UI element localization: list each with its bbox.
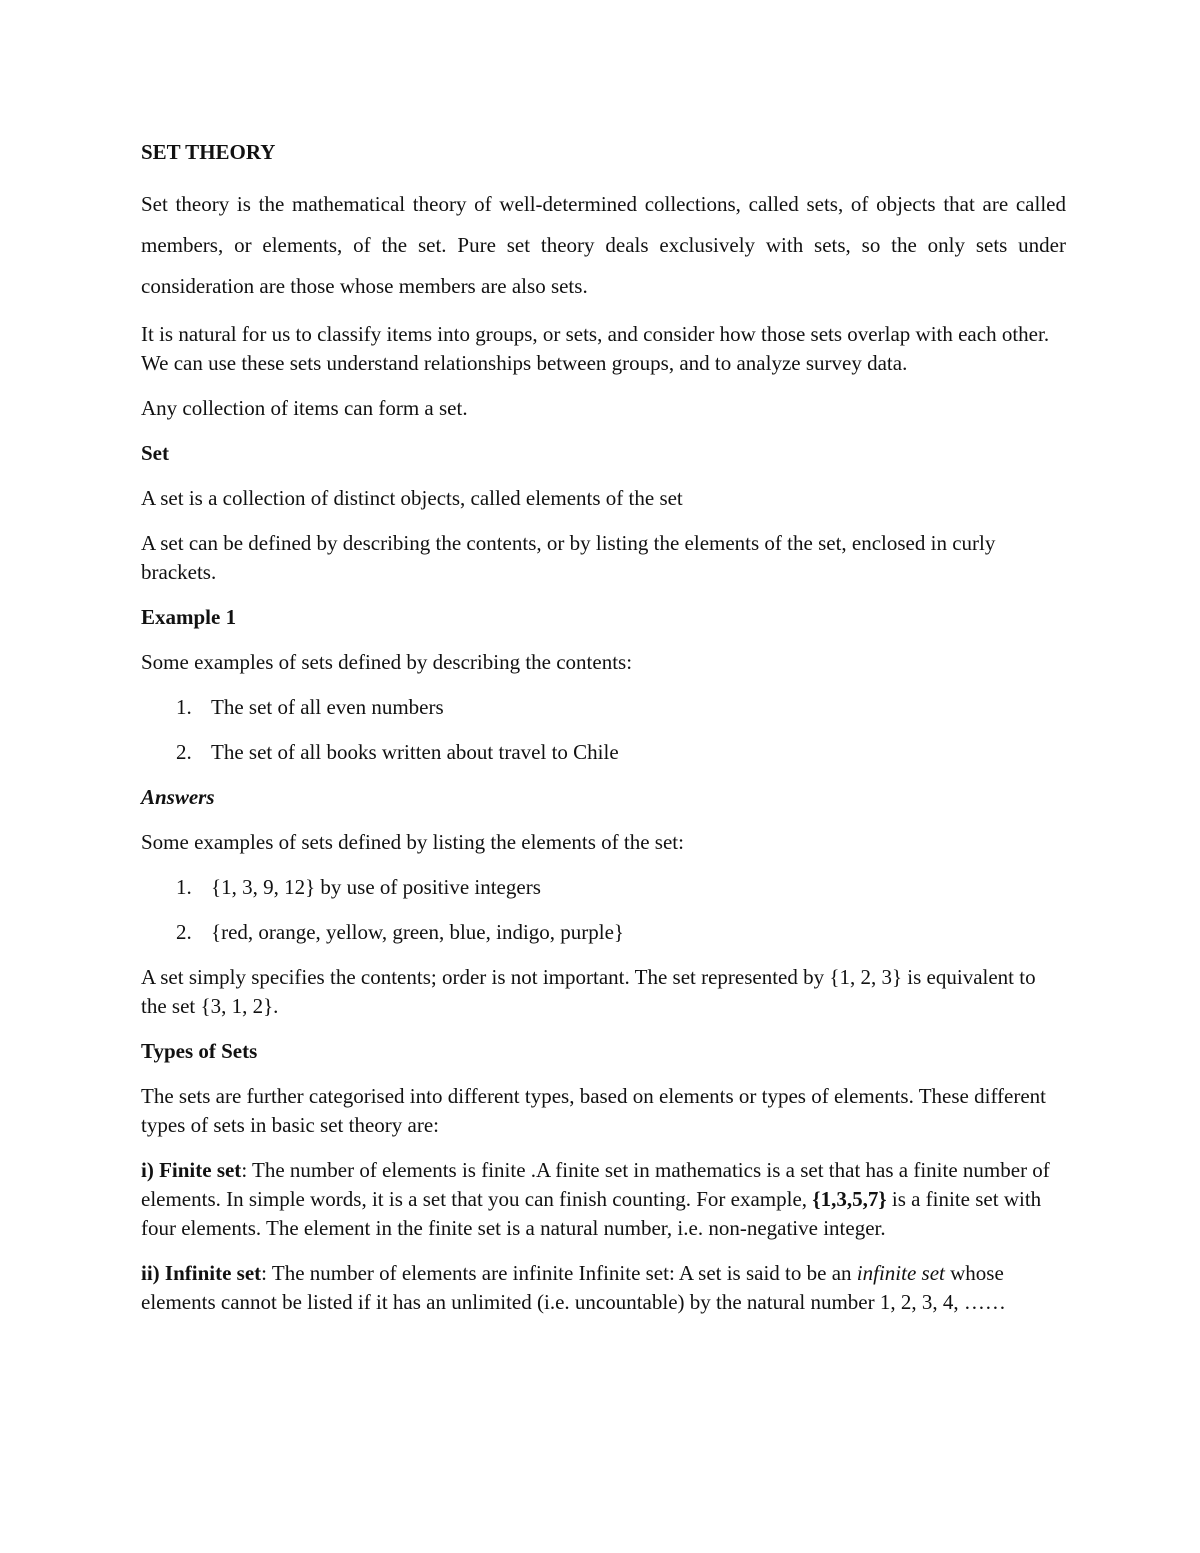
answers-heading: Answers: [141, 785, 215, 809]
list-text: The set of all even numbers: [211, 695, 444, 719]
intro-paragraph: Set theory is the mathematical theory of well-determined collections, called sets, of objects that are called members, or elements, of the set. Pure set theory deals exclusively with sets, so the only sets under consideration are those whose members are also sets.: [141, 192, 1066, 298]
finite-set-label: i) Finite set: [141, 1158, 242, 1182]
list-number: 1.: [176, 875, 192, 899]
list-item: [141, 873, 1066, 902]
answers-intro: Some examples of sets defined by listing the elements of the set:: [141, 830, 684, 854]
list-item: [141, 918, 1066, 947]
set-definition: A set is a collection of distinct objects, called elements of the set: [141, 486, 683, 510]
infinite-set-emphasis: infinite set: [856, 1261, 945, 1285]
finite-set-paragraph: [141, 1156, 1066, 1243]
document-page: [141, 138, 1066, 1333]
infinite-set-paragraph: [141, 1259, 1066, 1317]
order-note-paragraph: A set simply specifies the contents; order is not important. The set represented by {1, 2, 3} is equivalent to the set {3, 1, 2}.: [141, 965, 1036, 1018]
list-text: {1, 3, 9, 12} by use of positive integers: [211, 875, 541, 899]
natural-paragraph: It is natural for us to classify items into groups, or sets, and consider how those sets overlap with each other. We can use these sets understand relationships between groups, and to analyze survey data.: [141, 322, 1050, 375]
infinite-set-label: ii) Infinite set: [141, 1261, 262, 1285]
list-item: [141, 693, 1066, 722]
infinite-set-text: : The number of elements are infinite Infinite set: A set is said to be an: [261, 1261, 857, 1285]
any-collection-paragraph: Any collection of items can form a set.: [141, 396, 468, 420]
answers-list: [141, 873, 1066, 947]
list-number: 2.: [176, 920, 192, 944]
document-title: SET THEORY: [141, 140, 276, 164]
example-list: [141, 693, 1066, 767]
infinite-set-text-cont: whose elements cannot be listed if it has an unlimited (i.e. uncountable) by the natural number 1, 2, 3, 4, ……: [141, 1261, 1006, 1314]
list-item: [141, 738, 1066, 767]
list-text: {red, orange, yellow, green, blue, indigo, purple}: [211, 920, 625, 944]
list-text: The set of all books written about travel to Chile: [211, 740, 619, 764]
set-heading: Set: [141, 441, 169, 465]
list-number: 1.: [176, 695, 192, 719]
set-defined-paragraph: A set can be defined by describing the contents, or by listing the elements of the set, enclosed in curly brackets.: [141, 531, 996, 584]
finite-set-text-cont: is a finite set with four elements. The element in the finite set is a natural number, i.e. non-negative integer.: [141, 1187, 1042, 1240]
list-number: 2.: [176, 740, 192, 764]
example-heading: Example 1: [141, 605, 237, 629]
finite-set-example: {1,3,5,7}: [812, 1187, 887, 1211]
types-intro: The sets are further categorised into different types, based on elements or types of elements. These different types of sets in basic set theory are:: [141, 1084, 1047, 1137]
types-heading: Types of Sets: [141, 1039, 258, 1063]
finite-set-text: : The number of elements is finite .A finite set in mathematics is a set that has a finite number of elements. In simple words, it is a set that you can finish counting. For example,: [141, 1158, 1050, 1211]
example-intro: Some examples of sets defined by describing the contents:: [141, 650, 633, 674]
